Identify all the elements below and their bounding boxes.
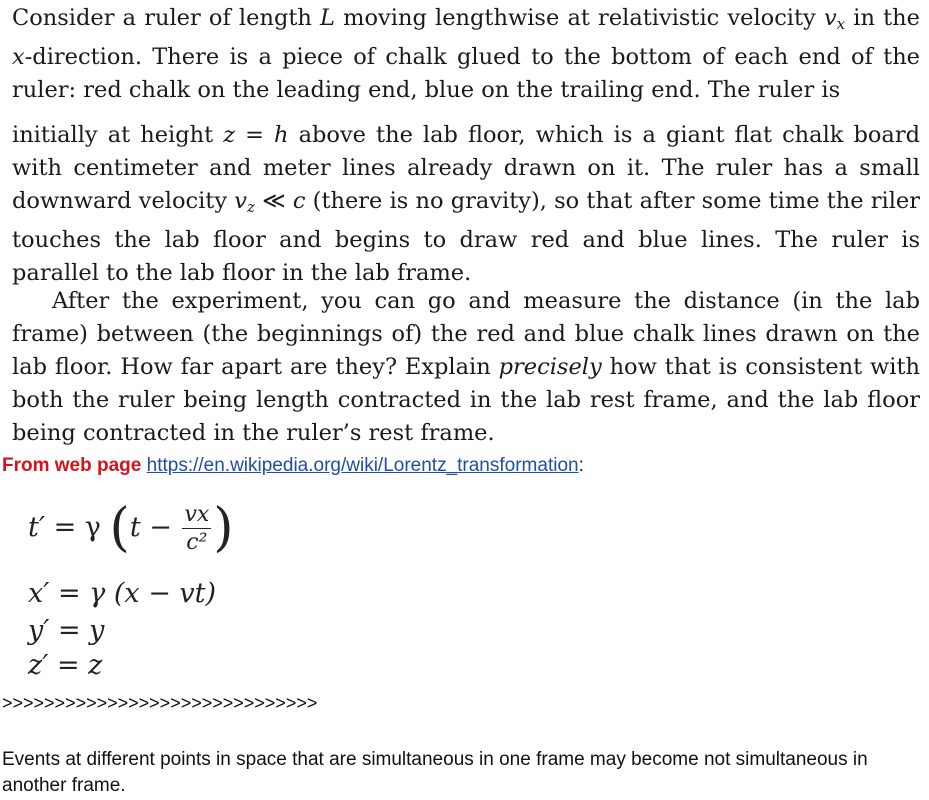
simultaneity-note: Events at different points in space that are simultaneous in one frame may become not simultaneous in another frame. — [2, 749, 868, 796]
problem-paragraph-1: Consider a ruler of length L moving lengthwise at relativistic velocity $v_x$ in the x-direction. There is a piece of chalk glued to the bottom of each end of the ruler: red chalk on the leading end, blue on the trailing end. The ruler is — [12, 5, 920, 103]
source-link[interactable]: https://en.wikipedia.org/wiki/Lorentz_transformation — [146, 455, 579, 476]
source-line: From web page https://en.wikipedia.org/wiki/Lorentz_transformation: — [2, 455, 584, 476]
equation-y-prime: y′ = y — [28, 615, 105, 646]
problem-paragraph-2: initially at height z = h above the lab floor, which is a giant flat chalk board with centimeter and meter lines already drawn on it. The ruler has a small downward velocity $v_z$ ≪ c (there is no gravity), so that after some time the riler touches the lab floor and begins to draw red and blue lines. The ruler is parallel to the lab floor in the lab frame. — [12, 122, 921, 286]
equation-z-prime: z′ = z — [28, 650, 103, 681]
source-label: From web page — [2, 455, 142, 476]
equation-t-prime: t′ = γ (t − $\frac{vx}{\text{c²}}$ ) — [28, 498, 234, 558]
equation-x-prime: x′ = γ (x − vt) — [28, 578, 217, 609]
problem-paragraph-3: After the experiment, you can go and measure the distance (in the lab frame) between (the beginnings of) the red and blue chalk lines drawn on the lab floor. How far apart are they? Explain precisely how that is consistent with both the ruler being length contracted in the lab rest frame, and the lab floor being contracted in the ruler’s rest frame. — [12, 288, 920, 446]
separator-arrows: >>>>>>>>>>>>>>>>>>>>>>>>>>>>>> — [2, 693, 318, 713]
